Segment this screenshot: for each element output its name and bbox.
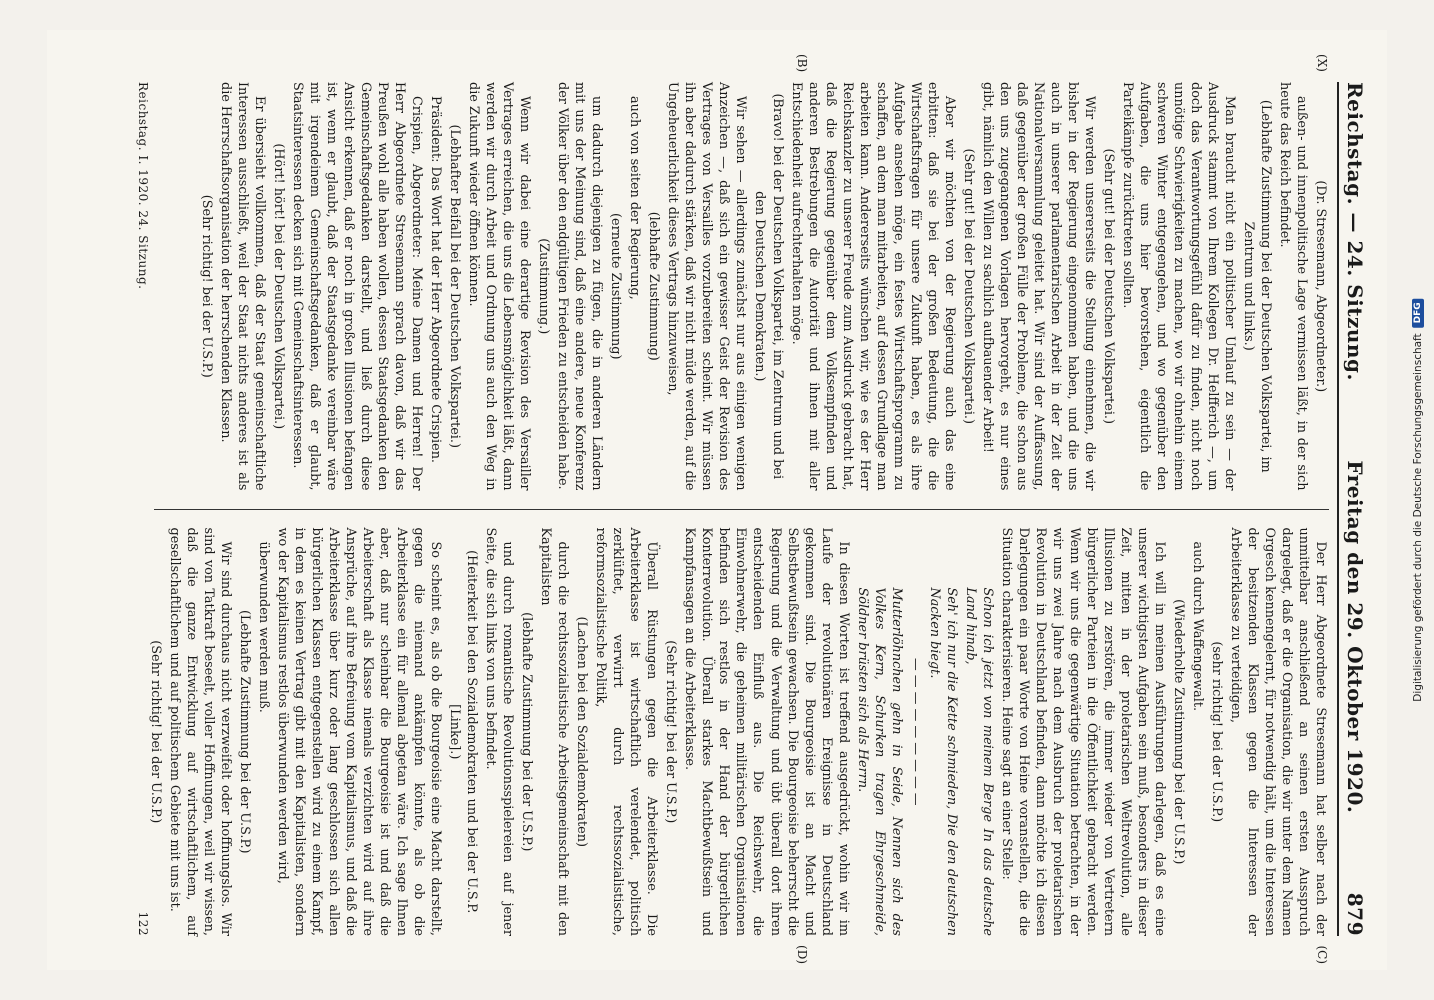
paragraph: Wir sind durchaus nicht verzweifelt oder hoffnungslos. Wir sind von Tatkraft beseelt, voller Hoffnungen, weil wir wissen, daß die ganze Entwicklung auf wirtschaftlichem, auf gesellschaftlichem und auf politischem Gebiete mit uns ist. (166, 527, 234, 936)
paragraph: Präsident: Das Wort hat der Herr Abgeordnete Crispien. (428, 96, 444, 463)
paragraph: (Lebhafter Beifall bei der Deutschen Volkspartei.) (447, 124, 463, 448)
paragraph: (Lebhafte Zustimmung bei der U.S.P.) (237, 609, 253, 854)
header-date: Freitag den 29. Oktober 1920. (1343, 460, 1367, 814)
dfg-logo: DFG (1412, 298, 1424, 327)
paragraph: (erneute Zustimmung) (608, 213, 624, 360)
column-divider (154, 509, 1329, 510)
paragraph: (Zustimmung.) (536, 238, 552, 335)
margin-marker-b: (B) (795, 54, 809, 73)
left-column (154, 54, 1329, 491)
paragraph: Wir sehen — allerdings zunächst nur aus einigen wenigen Anzeichen —, daß sich ein gewisser Geist der Revision des Vertrages von Versailles vorzubereiten scheint. Wir müssen ihn aber dadurch stärken, daß wir nicht müde werden, auf die Ungeheuerlichkeit dieses Vertrags hinzuweisen, (665, 82, 749, 491)
paragraph: und durch romantische Revolutionsspielereien auf jener Seite, die sich links von uns befindet. (483, 527, 516, 936)
paragraph: (Dr. Stresemann, Abgeordneter.) (1313, 180, 1328, 393)
paragraph: Überall Rüstungen gegen die Arbeiterklasse. Die Arbeiterklasse ist wirtschaftlich verelendet, politisch zerklüftet, verwirrt durch rechtssozialistische, reformsozialistische Politik, (593, 527, 660, 936)
header-page-number: 879 (1343, 892, 1367, 936)
paragraph: (Lachen bei den Sozialdemokraten) (574, 616, 590, 847)
paragraph: Ich will in meinen Ausführungen darlegen, daß es eine unserer wichtigsten Aufgaben sein muß, besonders in dieser Zeit, mitten in der proletarischen Weltrevolution, alle Illusionen zu zerstören, die immer wieder von Vertretern bürgerlicher Parteien in die Öffentlichkeit gebracht werden. Wenn wir uns die gegenwärtige Situation betrachten, in der wir uns zwei Jahre nach dem Ausbruch der proletarischen Revolution in Deutschland befinden, dann möchte ich diesen Darlegungen ein paar Worte von Heine voranstellen, die die Situation charakterisieren. Heine sagt an einer Stelle: (998, 527, 1167, 936)
paragraph: Crispien, Abgeordneter: Meine Damen und Herren! Der Herr Abgeordnete Stresemann sprach davon, daß wir das Preußen wohl alle haben wollen, dessen Staatsgedanken den Gemeinschaftsgedanken darstellt, und ließ durch diese Ansicht erkennen, daß er noch in großen Illusionen befangen ist, wenn er glaubt, daß der Staatsgedanke vereinbar wäre mit irgendeinem Gemeinschaftsgedanken, daß er glaubt, Staatsinteressen decken sich mit Gemeinschaftsinteressen. (290, 82, 425, 491)
paragraph: (Bravo! bei der Deutschen Volkspartei, im Zentrum und bei den Deutschen Demokraten.) (752, 93, 785, 480)
paragraph: Der Herr Abgeordnete Stresemann hat selber nach der unmittelbar anschließend an seinen ersten Ausspruch dargelegt, daß er die Organisation, die wir unter dem Namen Orgesch kennengelernt, für notwendig hält, um die Interessen der besitzenden Klassen gegen die Interessen der Arbeiterklasse zu verteidigen, (1227, 527, 1328, 936)
paragraph: Seh' ich nur die Kette schmieden, Die den deutschen Nacken biegt. (926, 587, 959, 936)
paragraph: Er übersieht vollkommen, daß der Staat gemeinschaftliche Interessen ausschließt, weil der Staat nichts anderes ist als die Herrschaftsorganisation der herrschenden Klassen. (218, 82, 268, 491)
header-left: Reichstag. — 24. Sitzung. (1343, 82, 1367, 381)
page-header (1337, 82, 1367, 936)
paragraph: (Sehr gut! bei der Deutschen Volkspartei.) (960, 148, 976, 424)
paragraph: (Heiterkeit bei den Sozialdemokraten und bei der U.S.P. [Linke].) (447, 550, 480, 914)
paragraph: Schon ich jetzt von meinem Berge In das deutsche Land hinab, (962, 587, 995, 936)
paragraph: (Hört! hört! bei der Deutschen Volkspartei.) (271, 143, 287, 430)
paragraph: (lebhafte Zustimmung) (646, 211, 662, 361)
text-columns (147, 54, 1329, 964)
paragraph: auch durch Waffengewalt. (1189, 541, 1205, 712)
paragraph: (sehr richtig! bei der U.S.P.) (1208, 641, 1224, 823)
scanned-page (47, 30, 1387, 970)
paragraph: (Sehr richtig! bei der U.S.P.) (147, 640, 163, 824)
margin-marker-c: (C) (1315, 945, 1329, 964)
paragraph: auch von seiten der Regierung, (627, 96, 643, 300)
digitization-credit (1412, 298, 1424, 701)
footer-left: Reichstag. I. 1920. 24. Sitzung. (136, 82, 150, 290)
paragraph: durch die rechtssozialistische Arbeitsgemeinschaft mit den Kapitalisten (538, 527, 571, 936)
paragraph: So scheint es, als ob die Bourgeoisie eine Macht darstellt, gegen die niemand ankämpfen könnte, als ob die Arbeiterklasse ein für allemal abgetan wäre. Ich sage Ihnen aber, daß nur scheinbar die Bourgeoisie ist und daß die Arbeiterschaft als Klasse niemals verzichten wird auf ihre Ansprüche, auf ihre Befreiung vom Kapitalismus, und daß die Arbeiterklasse über kurz oder lang geschlossen sich allen bürgerlichen Klassen entgegenstellen wird zu einem Kampf, in dem es keinen Vertrag gibt mit den Kapitalisten, sondern wo der Kapitalismus restlos überwunden werden wird, (275, 527, 444, 936)
paragraph: (lebhafte Zustimmung bei der U.S.P.) (519, 612, 535, 852)
paragraph: außen- und innenpolitische Lage vermissen läßt, in der sich heute das Reich befindet. (1276, 82, 1309, 491)
paragraph: — — — — — — — — — (907, 657, 923, 806)
paragraph: Wir werden unsererseits die Stellung einnehmen, die wir bisher in der Regierung eingenommen haben, und die uns auch in unserer parlamentarischen Arbeit in der Zeit der Nationalversammlung geleitet hat. Wir sind der Auffassung, daß gegenüber der großen Fülle der Probleme, die schon aus den uns zugegangenen Vorlagen hervorgeht, es nur eines gibt, nämlich den Willen zu sachlich aufbauender Arbeit! (979, 82, 1097, 491)
paragraph: Wenn wir dabei eine derartige Revision des Versailler Vertrages erreichen, die uns die Lebensmöglichkeit läßt, dann werden wir durch Arbeit und Ordnung uns auch den Weg in die Zukunft wieder öffnen können. (466, 82, 533, 491)
paragraph: um dadurch diejenigen zu fügen, die in anderen Ländern mit uns der Meinung sind, daß eine andere, neue Konferenz der Völker über den endgültigen Frieden zu entscheiden habe. (555, 82, 605, 491)
margin-marker-d: (D) (795, 945, 809, 964)
paragraph: (Lebhafte Zustimmung bei der Deutschen Volkspartei, im Zentrum und links.) (1240, 99, 1273, 473)
paragraph: (Sehr gut! bei der Deutschen Volkspartei.) (1100, 148, 1116, 424)
paragraph: Mutterlöhnchen gehn in Seide, Nennen sich des Volkes Kern, Schurken tragen Ehrgeschmeide, Söldner brüsten sich als Herrn. (854, 587, 904, 936)
footer-page-number: 122 (136, 911, 150, 936)
paragraph: (Sehr richtig! bei der U.S.P.) (663, 640, 679, 824)
paragraph: In diesen Worten ist treffend ausgedrückt, wohin wir im Laufe der revolutionären Ereignisse in Deutschland gekommen sind. Die Bourgeoisie ist an Macht und Selbstbewußtsein gewachsen. Die Bourgeoisie beherrscht die Regierung und die Verwaltung und übt überall dort ihren entscheidenden Einfluß aus. Die Reichswehr, die Einwohnerwehr, die geheimen militärischen Organisationen befinden sich restlos in der Hand der bürgerlichen Konterrevolution. Überall starkes Machtbewußtsein und Kampfansagen an die Arbeiterklasse. (682, 527, 851, 936)
margin-marker-x: (X) (1315, 54, 1329, 72)
credit-text: Digitalisierung gefördert durch die Deutsche Forschungsgemeinschaft (1412, 333, 1424, 702)
paragraph: (Sehr richtig! bei der U.S.P.) (199, 194, 215, 378)
paragraph: überwunden werden muß. (256, 541, 272, 713)
paragraph: Man braucht nicht ein politischer Umlauf zu sein — der Ausdruck stammt von Ihrem Kollegen Dr. Helfferich —, um doch das Verantwortungsgefühl dafür zu finden, nicht noch unnötige Schwierigkeiten zu machen, wo wir ohnehin einem schweren Winter entgegengehen, und wo gegenüber den Aufgaben, die uns hier bevorstehen, eigentlich die Parteikämpfe zurücktreten sollten. (1119, 82, 1237, 491)
paragraph: (Wiederholte Zustimmung bei der U.S.P.) (1170, 599, 1186, 865)
paragraph: Aber wir möchten von der Regierung auch das eine erbitten: daß sie bei der großen Bedeutung, die die Wirtschaftsfragen für unsere Zukunft haben, es als ihre Aufgabe ansehen möge, ein festes Wirtschaftsprogramm zu schaffen, an dem man mitarbeiten, auf dessen Grundlage man arbeiten kann. Andererseits wünschen wir, wie es der Herr Reichskanzler zu unserer Freude zum Ausdruck gebracht hat, daß die Regierung gegenüber dem Volksempfinden und anderen Bestrebungen die Autorität und ihnen mit aller Entschiedenheit aufrechterhalten möge. (788, 82, 957, 491)
right-column (147, 527, 1329, 964)
